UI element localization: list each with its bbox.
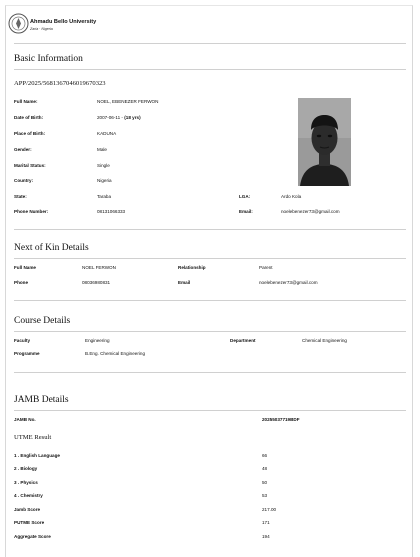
passport-photo xyxy=(298,98,351,186)
result-label: 4 . Chemistry xyxy=(14,493,43,498)
jamb-number-value: 20255037719BDF xyxy=(262,417,300,422)
field-label: State: xyxy=(14,194,27,199)
gender-value: Male xyxy=(97,147,107,152)
full-name-value: NOEL, EBENEZER FERWON xyxy=(97,99,159,104)
kin-phone-value: 08036980831 xyxy=(82,280,111,285)
result-value: 53 xyxy=(262,493,268,498)
field-label: Programme xyxy=(14,351,40,356)
marital-status-value: Single xyxy=(97,163,110,168)
department-value: Chemical Engineering xyxy=(302,338,347,343)
field-label: Email xyxy=(178,280,191,285)
field-label: Country: xyxy=(14,178,34,183)
phone-value: 08131066333 xyxy=(97,209,126,214)
field-label: Email: xyxy=(239,209,253,214)
kin-name-value: NOEL FERWON xyxy=(82,265,116,270)
result-label: 3 . Physics xyxy=(14,480,38,485)
place-of-birth-value: KADUNA xyxy=(97,131,117,136)
header-divider xyxy=(14,43,406,44)
age-value: (18 yrs) xyxy=(124,115,141,120)
kin-relationship-value: Parent xyxy=(259,265,273,270)
university-address: Zaria · Nigeria xyxy=(30,27,53,31)
section-divider xyxy=(14,229,406,230)
field-label: Date of Birth: xyxy=(14,115,44,120)
section-title-kin: Next of Kin Details xyxy=(14,243,89,253)
section-title-jamb: JAMB Details xyxy=(14,395,69,405)
section-divider xyxy=(14,331,406,332)
result-value: 171 xyxy=(262,520,270,525)
field-label: JAMB No. xyxy=(14,417,36,422)
country-value: Nigeria xyxy=(97,178,112,183)
field-label: Place of Birth: xyxy=(14,131,46,136)
section-divider xyxy=(14,69,406,70)
result-label: 1 . English Language xyxy=(14,453,60,458)
result-value: 217.00 xyxy=(262,507,277,512)
field-label: Faculty xyxy=(14,338,31,343)
section-title-basic: Basic Information xyxy=(14,54,83,64)
programme-value: B.Eng. Chemical Engineering xyxy=(85,351,146,356)
section-divider xyxy=(14,300,406,301)
field-label: Full Name: xyxy=(14,99,38,104)
field-label: LGA: xyxy=(239,194,251,199)
field-label: Relationship xyxy=(178,265,206,270)
section-title-course: Course Details xyxy=(14,316,71,326)
result-label: PUTME Score xyxy=(14,520,45,525)
dob-value: 2007-06-11 - (18 yrs) xyxy=(97,115,141,120)
result-value: 48 xyxy=(262,466,268,471)
application-number: APP/2025/5681367046019670323 xyxy=(14,80,106,87)
field-label: Phone Number: xyxy=(14,209,49,214)
result-value: 194 xyxy=(262,534,270,539)
section-divider xyxy=(14,372,406,373)
university-name: Ahmadu Bello University xyxy=(30,19,97,25)
section-divider xyxy=(14,258,406,259)
result-value: 66 xyxy=(262,453,268,458)
field-label: Department xyxy=(230,338,256,343)
result-label: Jamb Score xyxy=(14,507,41,512)
result-value: 50 xyxy=(262,480,268,485)
state-value: Taraba xyxy=(97,194,112,199)
section-divider xyxy=(14,410,406,411)
field-label: Marital Status: xyxy=(14,163,46,168)
utme-result-title: UTME Result xyxy=(14,434,52,441)
field-label: Gender: xyxy=(14,147,32,152)
field-label: Full Name xyxy=(14,265,36,270)
kin-email-value: noelebenezer73@gmail.com xyxy=(259,280,318,285)
university-logo-icon xyxy=(8,13,29,34)
result-label: Aggregate Score xyxy=(14,534,51,539)
lga-value: Ardo Kola xyxy=(281,194,302,199)
email-value: noelebenezer73@gmail.com xyxy=(281,209,340,214)
faculty-value: Engineering xyxy=(85,338,110,343)
document-frame xyxy=(5,5,413,557)
result-label: 2 . Biology xyxy=(14,466,38,471)
field-label: Phone xyxy=(14,280,29,285)
